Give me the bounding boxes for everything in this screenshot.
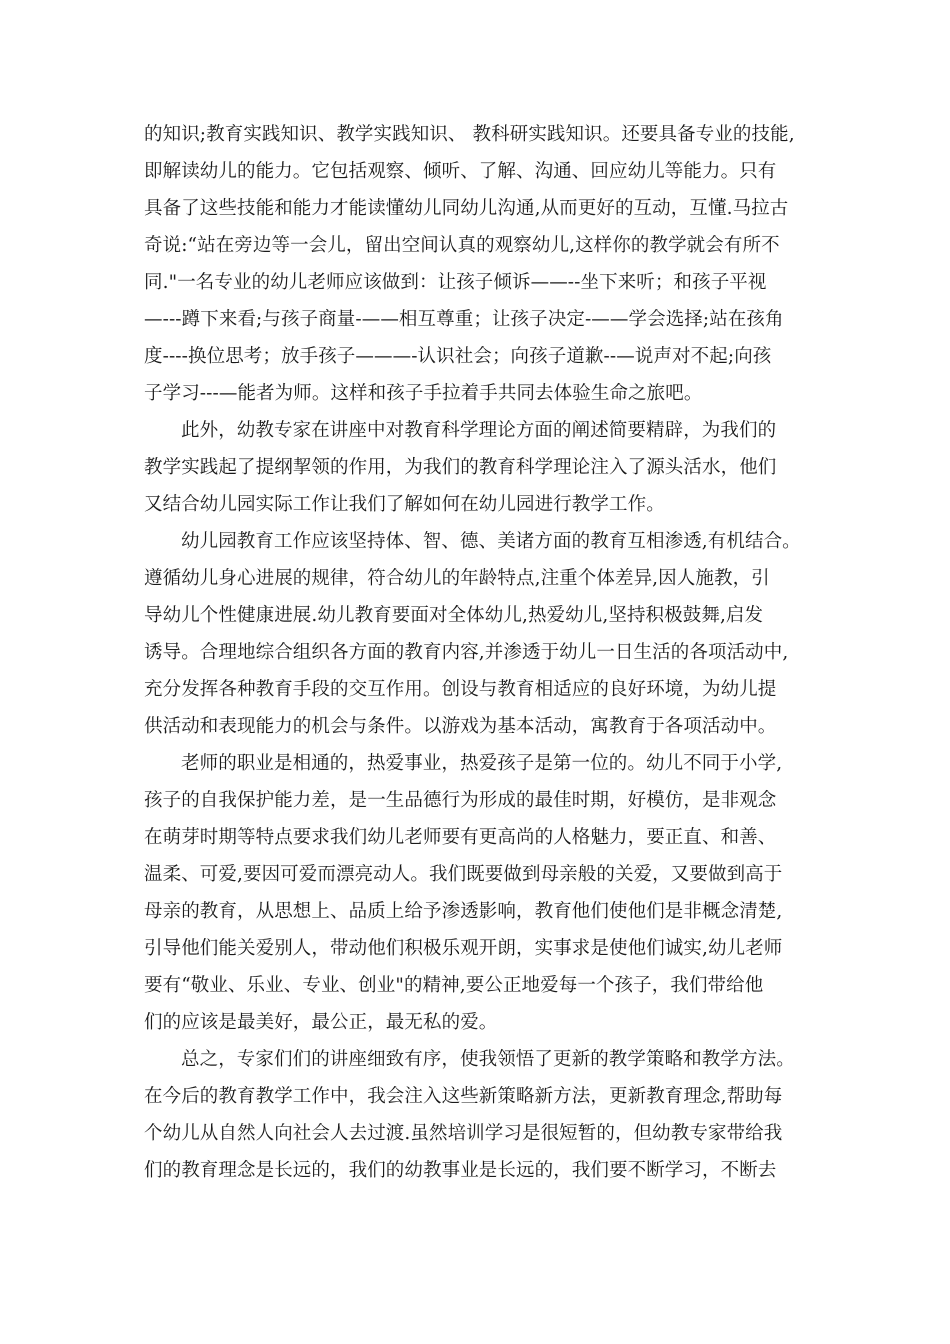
paragraph-start-line: 老师的职业是相通的，热爱事业，热爱孩子是第一位的。幼儿不同于小学,	[181, 753, 783, 774]
text-line: 们的教育理念是长远的，我们的幼教事业是长远的，我们要不断学习，不断去	[144, 1160, 777, 1181]
text-line: 度----换位思考；放手孩子———-认识社会；向孩子道歉--—说声对不起;向孩	[144, 346, 772, 367]
text-line: 即解读幼儿的能力。它包括观察、倾听、了解、沟通、回应幼儿等能力。只有	[144, 161, 777, 182]
paragraph-start-line: 总之，专家们们的讲座细致有序，使我领悟了更新的教学策略和教学方法。	[181, 1049, 795, 1070]
text-line: 诱导。合理地综合组织各方面的教育内容,并渗透于幼儿一日生活的各项活动中,	[144, 642, 789, 663]
text-line: 教学实践起了提纲挈领的作用，为我们的教育科学理论注入了源头活水，他们	[144, 457, 777, 478]
text-line: 要有“敬业、乐业、专业、创业"的精神,要公正地爱每一个孩子，我们带给他	[144, 975, 764, 996]
paragraph-start-line: 此外，幼教专家在讲座中对教育科学理论方面的阐述简要精辟，为我们的	[181, 420, 777, 441]
text-line: 具备了这些技能和能力才能读懂幼儿同幼儿沟通,从而更好的互动，互懂.马拉古	[144, 198, 789, 219]
text-line: 充分发挥各种教育手段的交互作用。创设与教育相适应的良好环境，为幼儿提	[144, 679, 777, 700]
text-line: 奇说:“站在旁边等一会儿，留出空间认真的观察幼儿,这样你的教学就会有所不	[144, 235, 780, 256]
paragraph-start-line: 幼儿园教育工作应该坚持体、智、德、美诸方面的教育互相渗透,有机结合。	[181, 531, 801, 552]
text-line: 同."一名专业的幼儿老师应该做到：让孩子倾诉——--坐下来听；和孩子平视	[144, 272, 767, 293]
text-line: 子学习---—能者为师。这样和孩子手拉着手共同去体验生命之旅吧。	[144, 383, 703, 404]
text-line: 个幼儿从自然人向社会人去过渡.虽然培训学习是很短暂的，但幼教专家带给我	[144, 1123, 783, 1144]
text-line: 的知识;教育实践知识、教学实践知识、 教科研实践知识。还要具备专业的技能,	[144, 124, 795, 145]
text-line: 在今后的教育教学工作中，我会注入这些新策略新方法，更新教育理念,帮助每	[144, 1086, 783, 1107]
text-line: 们的应该是最美好，最公正，最无私的爱。	[144, 1012, 498, 1033]
text-line: 温柔、可爱,要因可爱而漂亮动人。我们既要做到母亲般的关爱，又要做到高于	[144, 864, 783, 885]
text-line: 在萌芽时期等特点要求我们幼儿老师要有更高尚的人格魅力，要正直、和善、	[144, 827, 777, 848]
text-line: 引导他们能关爱别人，带动他们积极乐观开朗，实事求是使他们诚实,幼儿老师	[144, 938, 783, 959]
text-line: 母亲的教育，从思想上、品质上给予渗透影响，教育他们使他们是非概念清楚,	[144, 901, 783, 922]
text-line: 遵循幼儿身心进展的规律，符合幼儿的年龄特点,注重个体差异,因人施教，引	[144, 568, 770, 589]
text-line: —---蹲下来看;与孩子商量-——相互尊重；让孩子决定-——学会选择;站在孩角	[144, 309, 784, 330]
text-line: 供活动和表现能力的机会与条件。以游戏为基本活动，寓教育于各项活动中。	[144, 716, 777, 737]
text-line: 又结合幼儿园实际工作让我们了解如何在幼儿园进行教学工作。	[144, 494, 665, 515]
text-line: 孩子的自我保护能力差，是一生品德行为形成的最佳时期，好模仿，是非观念	[144, 790, 777, 811]
text-line: 导幼儿个性健康进展.幼儿教育要面对全体幼儿,热爱幼儿,坚持积极鼓舞,启发	[144, 605, 764, 626]
